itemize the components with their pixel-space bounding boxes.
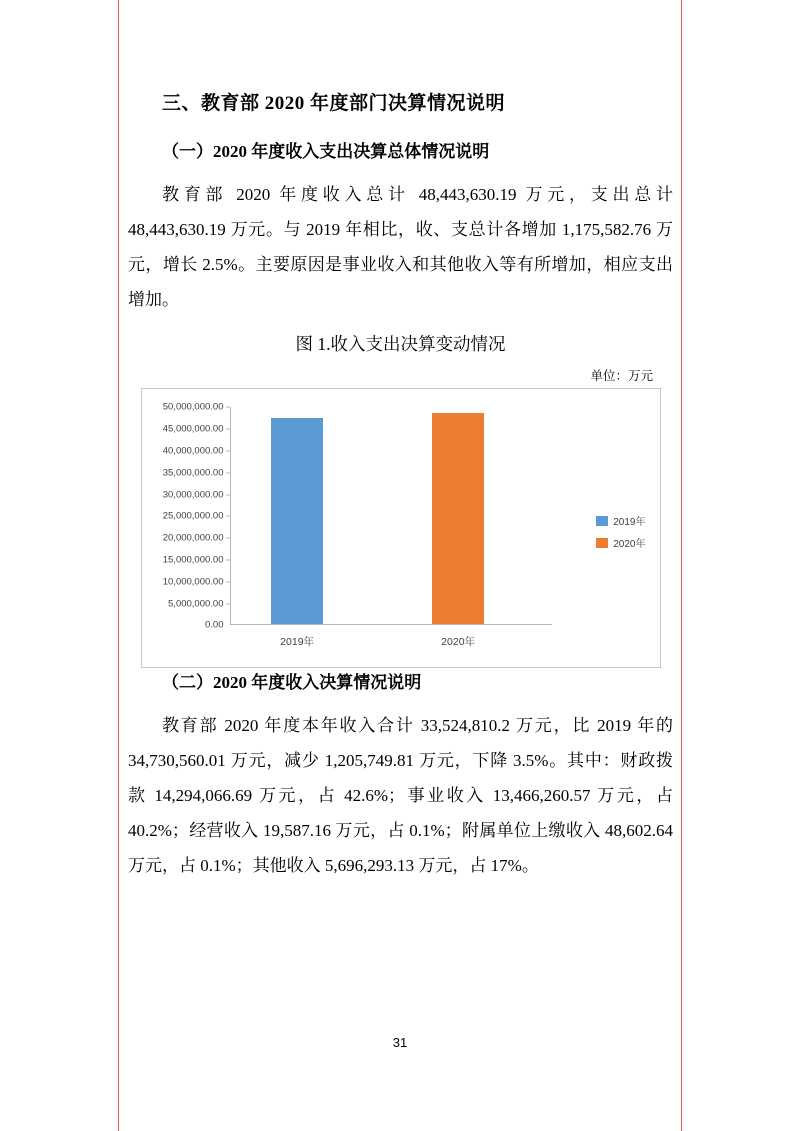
y-axis-tick-mark [226, 538, 230, 539]
bar-2020 [432, 413, 484, 624]
figure-caption: 图 1.收入支出决算变动情况 [295, 334, 506, 355]
y-axis-tick-mark [226, 472, 230, 473]
y-axis-tick-mark [226, 450, 230, 451]
paragraph-overall-summary: 教育部 2020 年度收入总计 48,443,630.19 万元，支出总计 48,443,630.19 万元。与 2019 年相比，收、支总计各增加 1,175,582.76 万元，增长 2.5%。主要原因是事业收入和其他收入等有所增加，相应支出增加。 [128, 185, 673, 309]
y-axis-tick-mark [226, 407, 230, 408]
y-axis-tick-mark [226, 516, 230, 517]
legend-label: 2020年 [613, 539, 646, 551]
legend-item [596, 513, 645, 528]
x-axis-tick-label: 2019年 [280, 636, 315, 649]
y-axis-tick-mark [226, 429, 230, 430]
left-margin-rule [118, 0, 119, 1131]
legend-swatch-icon [596, 538, 608, 548]
chart-legend [596, 513, 645, 557]
y-axis-tick-label: 5,000,000.00 [168, 598, 224, 610]
y-axis-tick-label: 0.00 [205, 619, 224, 631]
subsection-title-2: （二）2020 年度收入决算情况说明 [162, 673, 422, 693]
legend-swatch-icon [596, 516, 608, 526]
y-axis-tick-mark [226, 559, 230, 560]
y-axis-tick-label: 30,000,000.00 [162, 489, 224, 501]
right-margin-rule [681, 0, 682, 1131]
y-axis-tick-label: 45,000,000.00 [162, 423, 224, 435]
y-axis-tick-label: 40,000,000.00 [162, 445, 224, 457]
y-axis-tick-label: 15,000,000.00 [162, 554, 224, 566]
legend-item [596, 535, 645, 550]
legend-label: 2019年 [613, 517, 646, 529]
bar-2019 [271, 418, 323, 624]
chart-plot-area [162, 401, 552, 649]
y-axis-tick-mark [226, 581, 230, 582]
paragraph-income-summary: 教育部 2020 年度本年收入合计 33,524,810.2 万元，比 2019 年的 34,730,560.01 万元，减少 1,205,749.81 万元，下降 3.5%。其中：财政拨款 14,294,066.69 万元，占 42.6%；事业收入 13,466,260.57 万元，占 40.2%；经营收入 19,587.16 万元，占 0.1%；附属单位上缴收入 48,602.64 万元，占 0.1%；其他收入 5,696,293.13 万元，占 17%。 [128, 716, 673, 875]
bar-chart [141, 388, 661, 668]
page-number: 31 [392, 1035, 408, 1050]
chart-unit-label: 单位：万元 [590, 369, 653, 384]
y-axis-tick-mark [226, 603, 230, 604]
y-axis-tick-label: 35,000,000.00 [162, 467, 224, 479]
subsection-title-1: （一）2020 年度收入支出决算总体情况说明 [162, 142, 490, 161]
page-content [128, 88, 673, 888]
page-title: 三、教育部 2020 年度部门决算情况说明 [162, 93, 506, 114]
y-axis-tick-label: 25,000,000.00 [162, 510, 224, 522]
x-axis-tick-label: 2020年 [441, 636, 476, 649]
y-axis-tick-label: 10,000,000.00 [162, 576, 224, 588]
y-axis-tick-label: 20,000,000.00 [162, 532, 224, 544]
y-axis-tick-mark [226, 494, 230, 495]
y-axis-tick-label: 50,000,000.00 [162, 401, 224, 413]
